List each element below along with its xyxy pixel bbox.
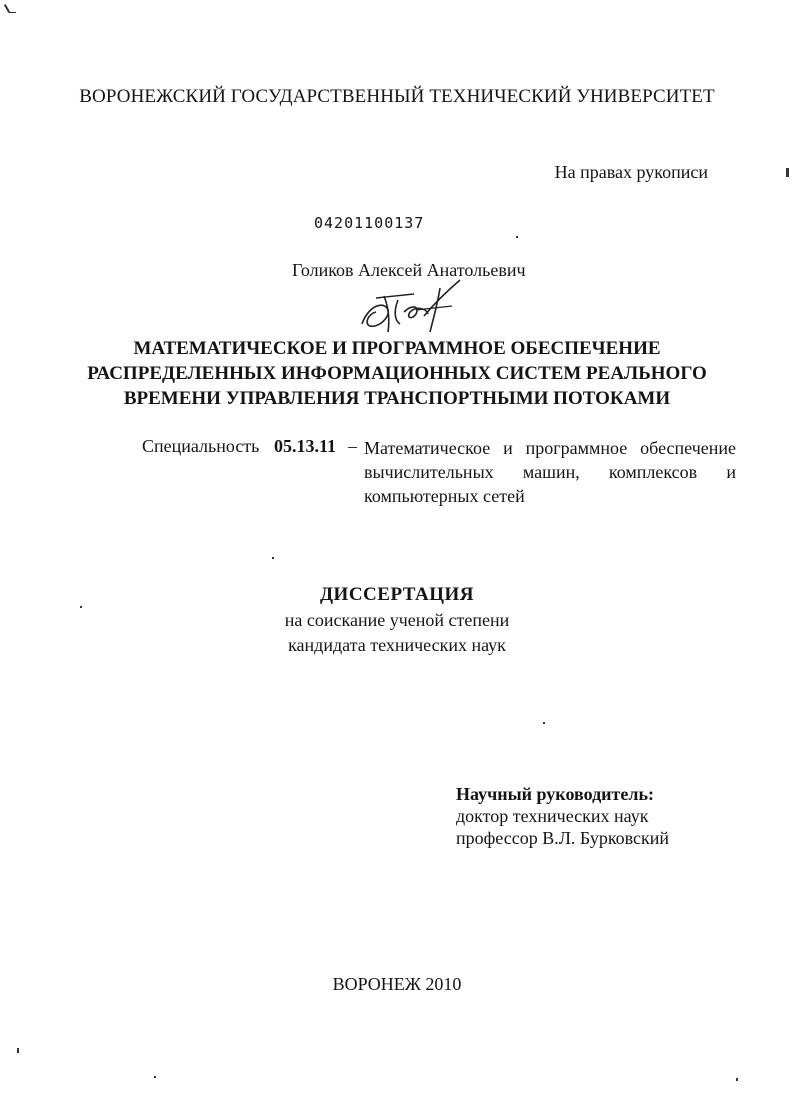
title-line: МАТЕМАТИЧЕСКОЕ И ПРОГРАММНОЕ ОБЕСПЕЧЕНИЕ xyxy=(133,338,661,359)
title-line: ВРЕМЕНИ УПРАВЛЕНИЯ ТРАНСПОРТНЫМИ ПОТОКАМИ xyxy=(123,388,671,409)
specialty-line: компьютерных сетей xyxy=(364,486,525,506)
advisor-name: профессор В.Л. Бурковский xyxy=(456,828,670,848)
advisor-degree: доктор технических наук xyxy=(456,806,649,826)
title-line: РАСПРЕДЕЛЕННЫХ ИНФОРМАЦИОННЫХ СИСТЕМ РЕАЛЬНОГО xyxy=(87,363,707,384)
scan-mark xyxy=(154,1076,156,1078)
specialty-label: Специальность xyxy=(142,436,260,456)
dissertation-title xyxy=(0,336,794,411)
stamp-number: 04201100137 xyxy=(314,214,425,232)
degree-line: кандидата технических наук xyxy=(288,635,506,655)
manuscript-note: На правах рукописи xyxy=(554,162,708,182)
university-name: ВОРОНЕЖСКИЙ ГОСУДАРСТВЕННЫЙ ТЕХНИЧЕСКИЙ УНИВЕРСИТЕТ xyxy=(79,86,715,107)
scan-mark xyxy=(9,12,16,13)
specialty-description xyxy=(364,436,736,508)
scan-mark xyxy=(80,606,82,608)
degree-line: на соискание ученой степени xyxy=(284,610,510,630)
specialty-dash: – xyxy=(348,436,357,456)
specialty-code: 05.13.11 xyxy=(274,436,337,456)
author-name: Голиков Алексей Анатольевич xyxy=(292,260,526,280)
scan-mark xyxy=(272,557,274,559)
scan-mark xyxy=(736,1078,738,1081)
dissertation-heading: ДИССЕРТАЦИЯ xyxy=(319,584,475,605)
specialty-line: Математическое и программное обеспечение xyxy=(364,438,736,458)
scan-mark xyxy=(17,1048,19,1053)
author-signature xyxy=(354,276,474,340)
scan-mark xyxy=(516,236,518,238)
scan-mark xyxy=(786,168,789,177)
advisor-heading: Научный руководитель: xyxy=(456,784,654,804)
scan-mark xyxy=(543,722,545,724)
city-year: ВОРОНЕЖ 2010 xyxy=(332,974,462,994)
specialty-line: вычислительных машин, комплексов и xyxy=(364,462,736,482)
